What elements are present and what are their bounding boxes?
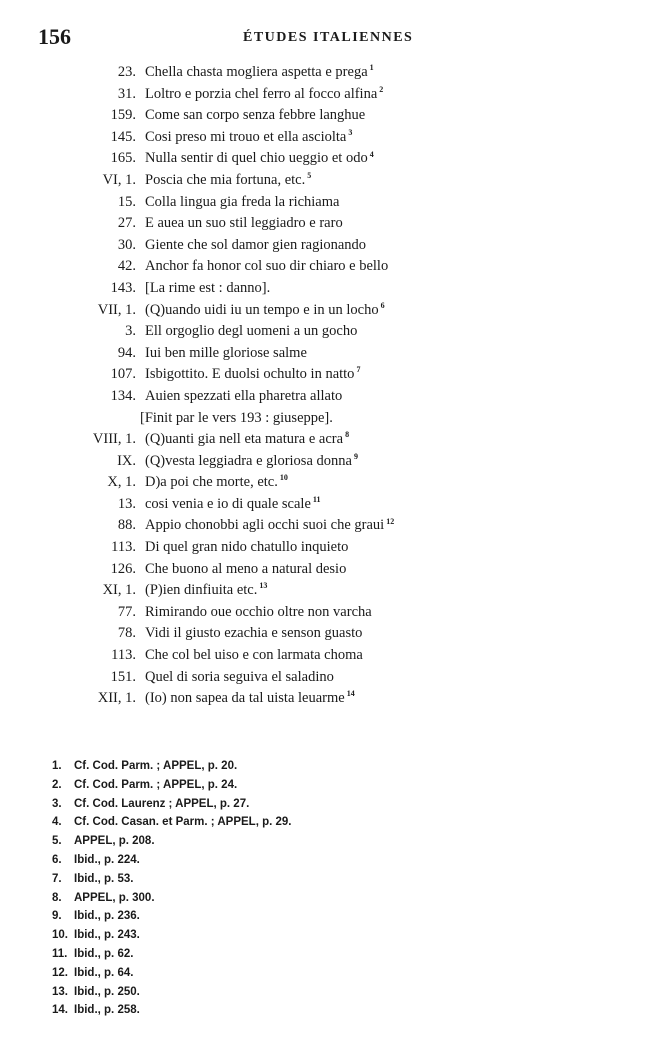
page-number: 156	[38, 24, 71, 49]
verse-text	[145, 84, 383, 106]
verse-line	[0, 451, 650, 473]
verse-text	[145, 515, 394, 537]
footnote-text: APPEL, p. 208.	[74, 835, 155, 848]
footnote-number: 8.	[52, 891, 62, 904]
verse-text-content: cosi venia e io di quale scale	[145, 495, 311, 512]
verse-number: VIII, 1.	[92, 431, 136, 448]
verse-number: 77.	[117, 603, 136, 620]
footnote	[52, 926, 291, 945]
verse-line	[0, 321, 650, 343]
footnote	[52, 964, 291, 983]
verse-number: 134.	[110, 387, 136, 404]
verse-line	[0, 364, 650, 386]
footnote	[52, 889, 291, 908]
verse-number: 159.	[110, 107, 136, 124]
verse-number: 94.	[117, 344, 136, 361]
footnote-text: Cf. Cod. Parm. ; APPEL, p. 24.	[74, 778, 238, 791]
verse-text	[145, 688, 355, 710]
footnote-number: 5.	[52, 835, 62, 848]
verse-text-content: (Q)uando uidi iu un tempo e in un locho	[145, 301, 379, 318]
verse-line	[0, 170, 650, 192]
verse-text	[145, 494, 320, 516]
verse-text	[145, 343, 307, 365]
verse-text-content: Iui ben mille gloriose salme	[145, 344, 307, 361]
verse-text-content: [La rime est : danno].	[145, 279, 271, 296]
verse-text	[145, 580, 267, 602]
verse-text	[145, 623, 362, 645]
verse-text	[145, 62, 374, 84]
verse-line	[0, 559, 650, 581]
footnote-text: APPEL, p. 300.	[74, 891, 155, 904]
verse-text	[145, 537, 348, 559]
footnote-text: Cf. Cod. Laurenz ; APPEL, p. 27.	[74, 797, 250, 810]
verse-number: 151.	[110, 668, 136, 685]
footnote-marker: 2	[379, 84, 384, 94]
verse-text	[145, 321, 357, 343]
verse-number: XII, 1.	[97, 690, 136, 707]
footnote-number: 6.	[52, 853, 62, 866]
verse-number: VI, 1.	[102, 171, 136, 188]
footnote-number: 9.	[52, 910, 62, 923]
verse-line	[0, 62, 650, 84]
verse-number: 107.	[110, 366, 136, 383]
verse-line	[0, 515, 650, 537]
verse-line	[0, 645, 650, 667]
footnote-marker: 12	[386, 516, 395, 526]
verse-text	[145, 429, 349, 451]
footnote-marker: 11	[312, 495, 321, 505]
verse-line	[0, 127, 650, 149]
verse-number: 113.	[111, 647, 136, 664]
verse-line	[0, 192, 650, 214]
footnote-number: 10.	[52, 929, 68, 942]
footnote-marker: 7	[356, 365, 361, 375]
verse-line	[0, 386, 650, 408]
verse-number: 27.	[117, 215, 136, 232]
footnote-number: 12.	[52, 966, 68, 979]
verse-text-content: [Finit par le vers 193 : giuseppe].	[140, 409, 333, 426]
verse-text-content: Cosi preso mi trouo et ella asciolta	[145, 128, 347, 145]
verse-number: 113.	[111, 539, 136, 556]
verse-text	[145, 602, 372, 624]
verse-text-content: Chella chasta mogliera aspetta e prega	[145, 64, 368, 80]
verse-text	[145, 559, 346, 581]
verse-text-content: (P)ien dinfiuita etc.	[145, 582, 258, 599]
footnote-text: Ibid., p. 224.	[74, 853, 140, 866]
verse-text-content: Ell orgoglio degl uomeni a un gocho	[145, 323, 358, 340]
verse-line	[0, 278, 650, 300]
footnote-marker: 9	[353, 451, 358, 461]
footnote-text: Ibid., p. 243.	[74, 929, 140, 942]
footnotes	[52, 757, 291, 1020]
verse-number: 145.	[110, 128, 136, 145]
verse-text-content: D)a poi che morte, etc.	[145, 474, 278, 491]
verse-line	[0, 300, 650, 322]
verse-line	[0, 235, 650, 257]
footnote-number: 3.	[52, 797, 62, 810]
verse-number: IX.	[117, 452, 136, 469]
footnote	[52, 813, 291, 832]
footnote	[52, 757, 291, 776]
footnote-text: Ibid., p. 64.	[74, 966, 134, 979]
verse-text	[145, 256, 388, 278]
footnote	[52, 1001, 291, 1020]
verse-text	[140, 408, 333, 430]
verse-number: 42.	[117, 258, 136, 275]
verse-text-content: Anchor fa honor col suo dir chiaro e bello	[145, 258, 389, 275]
footnote-text: Cf. Cod. Parm. ; APPEL, p. 20.	[74, 760, 238, 772]
footnote-marker: 8	[345, 430, 350, 440]
verse-text-content: (Io) non sapea da tal uista leuarme	[145, 690, 345, 707]
footnote-number: 7.	[52, 872, 62, 885]
verse-line	[0, 494, 650, 516]
footnote-marker: 6	[380, 300, 385, 310]
verse-number: 78.	[117, 625, 136, 642]
verse-line	[0, 105, 650, 127]
verse-number: 88.	[117, 517, 136, 534]
verse-text-content: Rimirando oue occhio oltre non varcha	[145, 603, 372, 620]
verse-text	[145, 386, 342, 408]
verse-text-content: Appio chonobbi agli occhi suoi che graui	[145, 517, 385, 534]
footnote-text: Ibid., p. 250.	[74, 985, 140, 998]
verse-text-content: Nulla sentir di quel chio ueggio et odo	[145, 150, 368, 167]
verse-text	[145, 235, 366, 257]
footnote-number: 2.	[52, 778, 62, 791]
verse-text	[145, 451, 358, 473]
verse-text	[145, 170, 311, 192]
verse-text-content: Isbigottito. E duolsi ochulto in natto	[145, 366, 355, 383]
footnote	[52, 776, 291, 795]
running-head	[38, 24, 438, 54]
verse-number: 143.	[110, 279, 136, 296]
footnote-marker: 3	[348, 127, 353, 137]
verse-text-content: Di quel gran nido chatullo inquieto	[145, 539, 349, 556]
verse-text-content: Auien spezzati ella pharetra allato	[145, 387, 343, 404]
footnote-number: 13.	[52, 985, 68, 998]
verse-line	[0, 84, 650, 106]
verse-number: 30.	[117, 236, 136, 253]
verse-text-content: Giente che sol damor gien ragionando	[145, 236, 367, 253]
running-title: ÉTUDES ITALIENNES	[243, 30, 414, 45]
footnote-number: 1.	[52, 760, 62, 772]
verse-number: 13.	[117, 495, 136, 512]
footnote-number: 11.	[52, 947, 68, 960]
footnote-text: Cf. Cod. Casan. et Parm. ; APPEL, p. 29.	[74, 816, 292, 829]
footnote	[52, 945, 291, 964]
verse-text	[145, 278, 270, 300]
verse-line	[0, 256, 650, 278]
verse-text	[145, 148, 374, 170]
verse-line	[0, 688, 650, 710]
verse-text	[145, 105, 365, 127]
verse-line	[0, 429, 650, 451]
verse-number: X, 1.	[107, 474, 136, 491]
verse-text	[145, 364, 360, 386]
footnote-marker: 4	[369, 149, 374, 159]
verse-line	[0, 343, 650, 365]
verse-line	[0, 148, 650, 170]
verse-text-content: Loltro e porzia chel ferro al focco alfina	[145, 85, 378, 102]
verse-number: 165.	[110, 150, 136, 167]
footnote	[52, 795, 291, 814]
verse-text-content: Quel di soria seguiva el saladino	[145, 668, 334, 685]
verse-text-content: Che col bel uiso e con larmata choma	[145, 647, 363, 664]
footnote	[52, 983, 291, 1002]
footnote-marker: 5	[307, 171, 312, 181]
verse-line	[0, 408, 650, 430]
footnote-number: 4.	[52, 816, 62, 829]
verse-text	[145, 667, 334, 689]
verse-line	[0, 213, 650, 235]
verse-text-content: Colla lingua gia freda la richiama	[145, 193, 340, 210]
verse-text-content: Che buono al meno a natural desio	[145, 560, 347, 577]
verse-text	[145, 472, 288, 494]
verse-text-content: Vidi il giusto ezachia e senson guasto	[145, 625, 363, 642]
footnote-marker: 14	[346, 689, 355, 699]
verse-text-content: Poscia che mia fortuna, etc.	[145, 171, 306, 188]
verse-list	[0, 62, 650, 710]
verse-text	[145, 300, 385, 322]
verse-text	[145, 645, 363, 667]
verse-number: 126.	[110, 560, 136, 577]
verse-line	[0, 580, 650, 602]
footnote	[52, 851, 291, 870]
footnote-text: Ibid., p. 62.	[74, 947, 134, 960]
verse-line	[0, 472, 650, 494]
verse-number: 15.	[117, 193, 136, 210]
verse-text	[145, 127, 352, 149]
verse-number: VII, 1.	[97, 301, 136, 318]
verse-text-content: (Q)uanti gia nell eta matura e acra	[145, 431, 344, 448]
footnote-marker: 13	[259, 581, 268, 591]
verse-line	[0, 602, 650, 624]
verse-line	[0, 537, 650, 559]
footnote-text: Ibid., p. 236.	[74, 910, 140, 923]
footnote-text: Ibid., p. 53.	[74, 872, 134, 885]
footnote	[52, 907, 291, 926]
footnote	[52, 870, 291, 889]
verse-text-content: (Q)vesta leggiadra e gloriosa donna	[145, 452, 352, 469]
footnote-text: Ibid., p. 258.	[74, 1004, 140, 1017]
verse-line	[0, 623, 650, 645]
footnote	[52, 832, 291, 851]
verse-number: 31.	[117, 85, 136, 102]
footnote-number: 14.	[52, 1004, 68, 1017]
verse-number: 3.	[125, 323, 136, 340]
footnote-marker: 1	[369, 63, 374, 73]
verse-text-content: Come san corpo senza febbre langhue	[145, 107, 366, 124]
verse-number: XI, 1.	[102, 582, 136, 599]
verse-line	[0, 667, 650, 689]
verse-text-content: E auea un suo stil leggiadro e raro	[145, 215, 343, 232]
verse-number: 23.	[117, 64, 136, 80]
verse-text	[145, 192, 339, 214]
verse-text	[145, 213, 343, 235]
footnote-marker: 10	[279, 473, 288, 483]
